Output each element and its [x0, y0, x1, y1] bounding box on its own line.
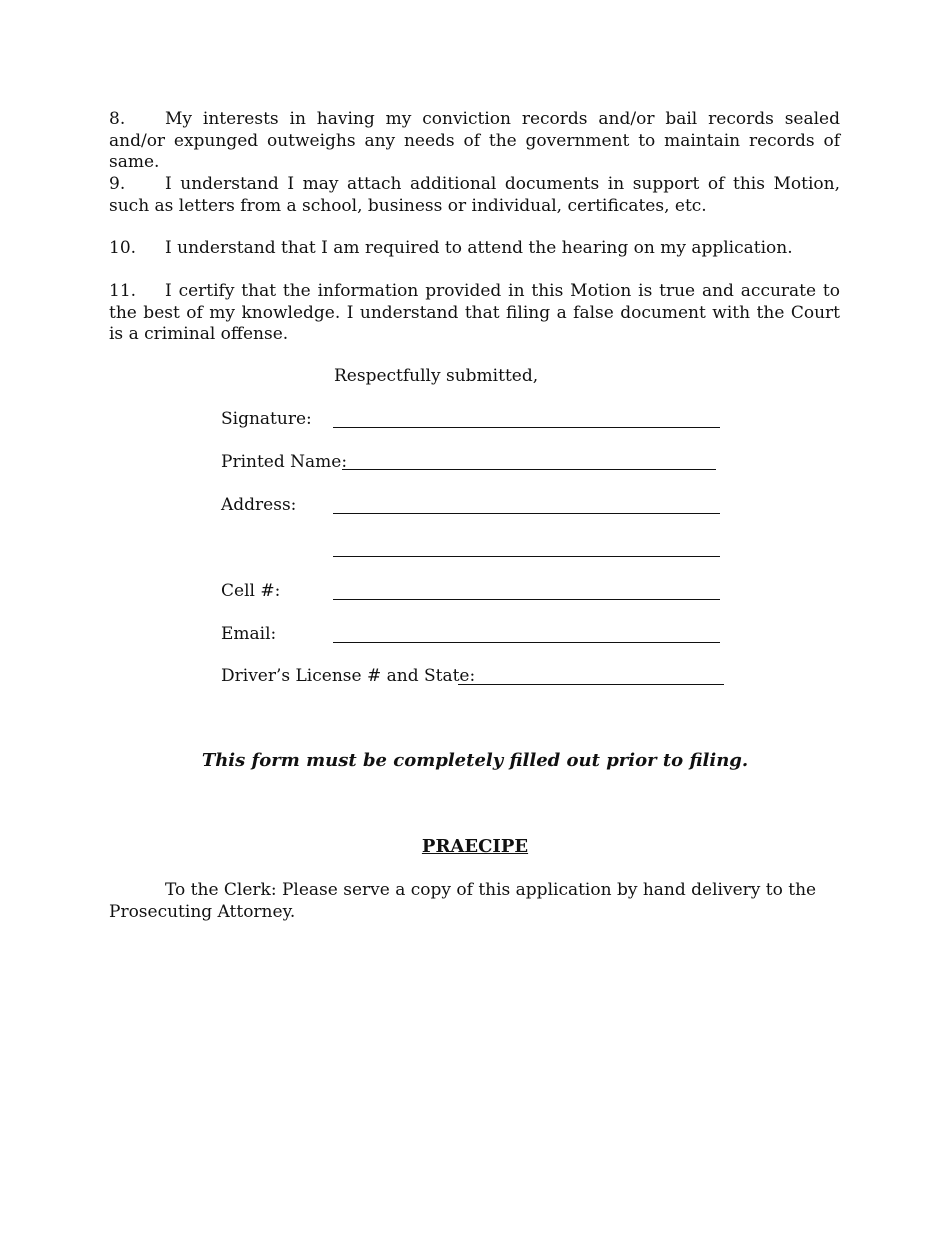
paragraph-number: 11.	[109, 281, 137, 301]
printed-name-label: Printed Name:	[221, 452, 348, 472]
paragraph-text: I understand that I am required to attend the hearing on my application.	[165, 238, 793, 258]
drivers-license-line[interactable]	[458, 684, 724, 685]
printed-name-line[interactable]	[342, 469, 716, 470]
signature-label: Signature:	[221, 409, 312, 429]
email-label: Email:	[221, 624, 277, 644]
address-line-1[interactable]	[333, 513, 720, 514]
address-label: Address:	[221, 495, 297, 515]
cell-label: Cell #:	[221, 581, 281, 601]
address-line-2[interactable]	[333, 556, 720, 557]
paragraph-9	[109, 174, 840, 217]
email-line[interactable]	[333, 642, 720, 643]
paragraph-8	[109, 109, 840, 174]
closing-text: Respectfully submitted,	[334, 366, 539, 386]
paragraph-number: 9.	[109, 174, 126, 194]
paragraph-10	[109, 238, 840, 260]
paragraph-text: I understand I may attach additional documents in support of this Motion, such as letters from a school, business or individual, certificates, etc.	[109, 174, 840, 216]
paragraph-number: 8.	[109, 109, 126, 129]
cell-line[interactable]	[333, 599, 720, 600]
praecipe-heading: PRAECIPE	[421, 836, 529, 857]
drivers-license-label: Driver’s License # and State:	[221, 666, 476, 686]
filing-notice: This form must be completely filled out prior to filing.	[201, 750, 749, 771]
paragraph-11	[109, 281, 840, 346]
signature-line[interactable]	[333, 427, 720, 428]
praecipe-text: To the Clerk: Please serve a copy of this application by hand delivery to the Prosecuting Attorney.	[109, 880, 817, 922]
paragraph-text: I certify that the information provided in this Motion is true and accurate to the best of my knowledge. I understand that filing a false document with the Court is a criminal offense.	[109, 281, 840, 344]
paragraph-text: My interests in having my conviction records and/or bail records sealed and/or expunged outweighs any needs of the government to maintain records of same.	[109, 109, 840, 172]
paragraph-number: 10.	[109, 238, 137, 258]
